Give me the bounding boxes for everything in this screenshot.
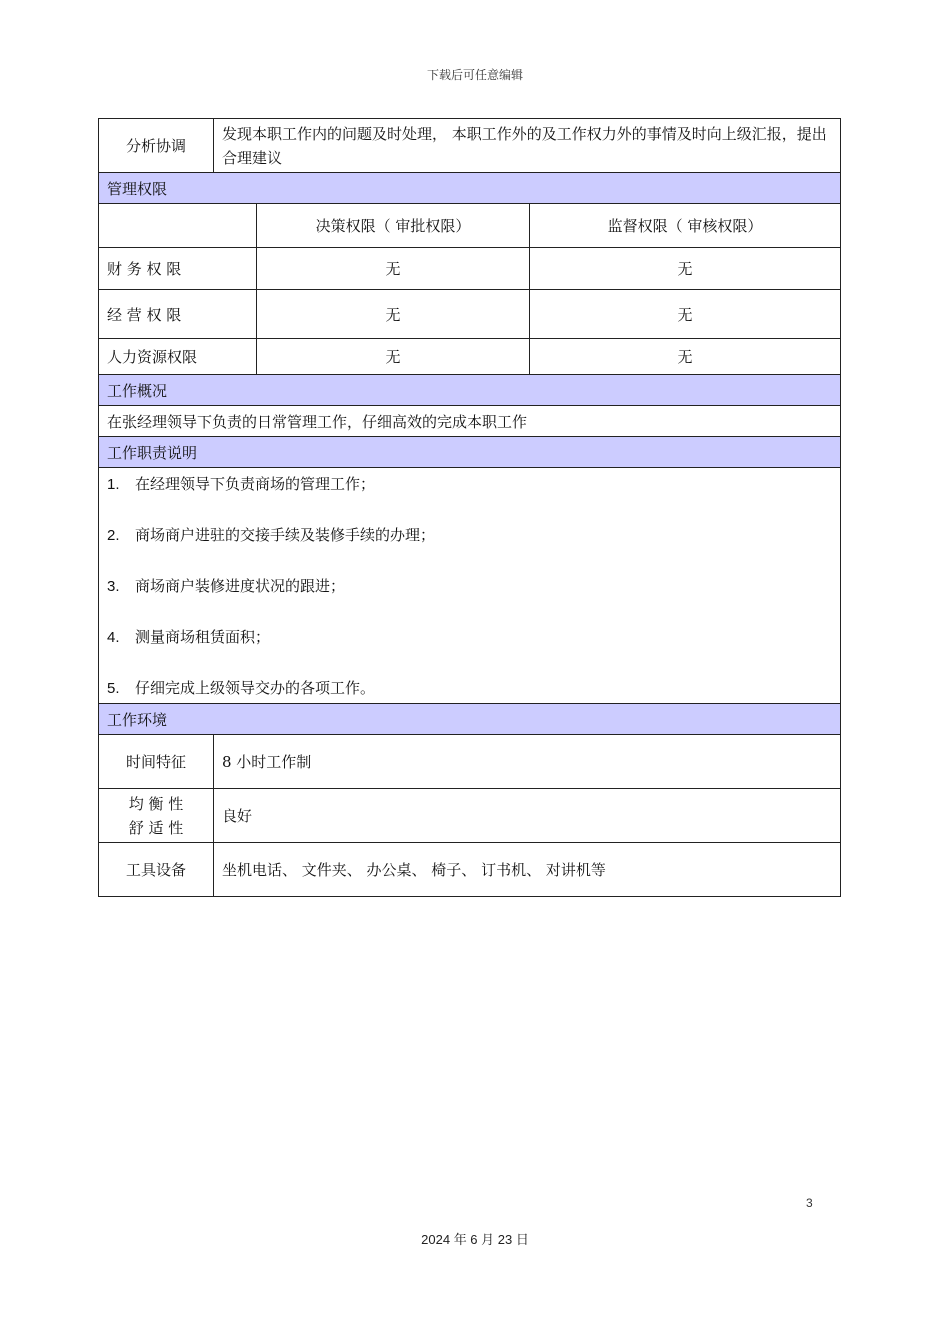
duty-text: 在经理领导下负责商场的管理工作；	[135, 475, 376, 493]
duty-item	[107, 523, 832, 548]
duty-text: 仔细完成上级领导交办的各项工作。	[135, 679, 376, 697]
job-description-table	[98, 118, 841, 897]
authority-title: 管理权限	[99, 173, 841, 204]
page-number: 3	[806, 1196, 813, 1210]
authority-header-row	[99, 204, 841, 248]
authority-row-label: 人力资源权限	[99, 339, 257, 375]
overview-text: 在张经理领导下负责的日常管理工作，仔细高效的完成本职工作	[99, 406, 841, 437]
authority-row-hr	[99, 339, 841, 375]
duty-item	[107, 574, 832, 599]
duty-number: 1.	[107, 476, 120, 493]
authority-row-label: 经 营 权 限	[99, 290, 257, 339]
comfort-label: 舒 适 性	[128, 818, 184, 837]
coordination-text: 发现本职工作内的问题及时处理， 本职工作外的及工作权力外的事情及时向上级汇报，提出合理建议	[214, 119, 841, 173]
duty-text: 商场商户装修进度状况的跟进；	[135, 577, 346, 595]
header-note: 下载后可任意编辑	[426, 68, 523, 82]
time-feature-label: 时间特征	[99, 735, 214, 789]
duties-list	[99, 468, 841, 704]
authority-section-header	[99, 173, 841, 204]
duties-title: 工作职责说明	[99, 437, 841, 468]
environment-balance-row	[99, 789, 841, 843]
balance-comfort-value: 良好	[214, 789, 841, 843]
duty-number: 3.	[107, 578, 120, 595]
supervision-authority-header: 监督权限（ 审核权限）	[530, 204, 841, 248]
authority-header-blank	[99, 204, 257, 248]
environment-section-header	[99, 704, 841, 735]
decision-value: 无	[257, 290, 530, 339]
decision-value: 无	[257, 339, 530, 375]
overview-section-header	[99, 375, 841, 406]
duty-item	[107, 676, 832, 701]
duties-row	[99, 468, 841, 704]
tools-value: 坐机电话、 文件夹、 办公桌、 椅子、 订书机、 对讲机等	[214, 843, 841, 897]
supervision-value: 无	[530, 290, 841, 339]
duty-text: 测量商场租赁面积；	[135, 628, 271, 646]
duties-section-header	[99, 437, 841, 468]
tools-label: 工具设备	[99, 843, 214, 897]
balance-label: 均 衡 性	[128, 794, 184, 813]
environment-tools-row	[99, 843, 841, 897]
authority-row-finance	[99, 248, 841, 290]
coordination-label: 分析协调	[99, 119, 214, 173]
duty-item	[107, 625, 832, 650]
overview-row	[99, 406, 841, 437]
supervision-value: 无	[530, 339, 841, 375]
duty-text: 商场商户进驻的交接手续及装修手续的办理；	[135, 526, 436, 544]
footer-date: 2024 年 6 月 23 日	[421, 1232, 529, 1247]
duty-number: 5.	[107, 680, 120, 697]
balance-comfort-label	[99, 789, 214, 843]
time-feature-value: 8 小时工作制	[214, 735, 841, 789]
supervision-value: 无	[530, 248, 841, 290]
authority-row-operations	[99, 290, 841, 339]
duty-item	[107, 472, 832, 497]
environment-time-row	[99, 735, 841, 789]
authority-row-label: 财 务 权 限	[99, 248, 257, 290]
overview-title: 工作概况	[99, 375, 841, 406]
duty-number: 4.	[107, 629, 120, 646]
duty-number: 2.	[107, 527, 120, 544]
decision-value: 无	[257, 248, 530, 290]
decision-authority-header: 决策权限（ 审批权限）	[257, 204, 530, 248]
environment-title: 工作环境	[99, 704, 841, 735]
coordination-row	[99, 119, 841, 173]
